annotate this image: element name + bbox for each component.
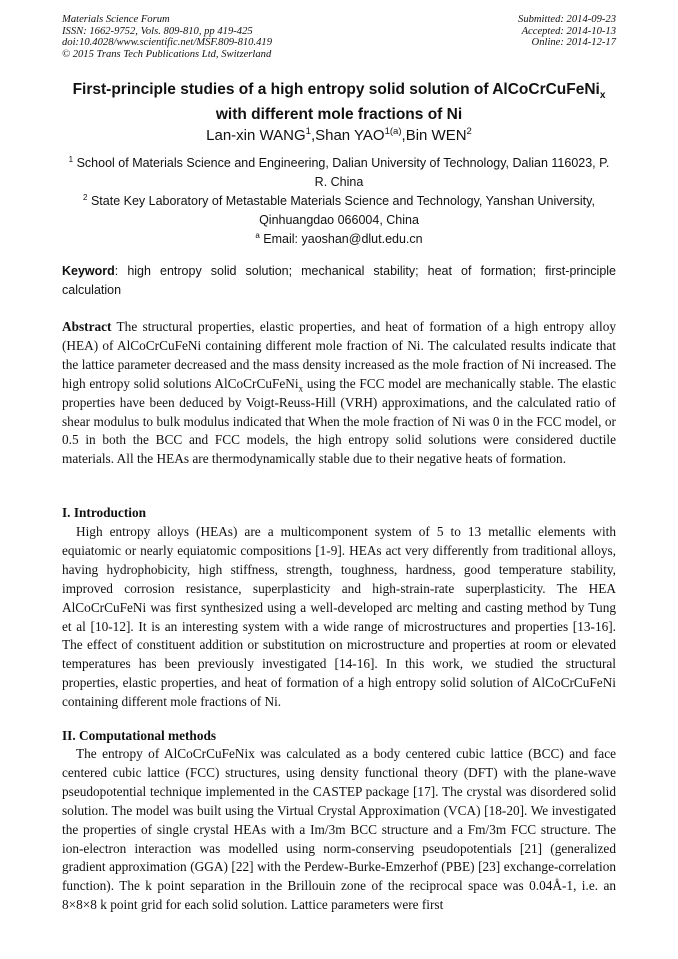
paper-title	[50, 80, 628, 124]
abstract-text-b: using the FCC model are mechanically stable. The elastic properties have been deduced by Voigt-Reuss-Hill (VRH) approximations, and the calculated ratio of shear modulus to bulk modulus indicated that When the mole fraction of Ni was 0 in the FCC model, or 0.5 in both the BCC and FCC models, the high entropy solid solutions were considered ductile materials. All the HEAs are thermodynamically stable due to their negative heats of formation.	[62, 375, 616, 467]
author-separator: ,	[401, 127, 406, 144]
issn-volume: ISSN: 1662-9752, Vols. 809-810, pp 419-425	[62, 25, 253, 37]
title-line1: First-principle studies of a high entropy solid solution of AlCoCrCuFeNi	[72, 81, 600, 98]
author-list	[0, 123, 678, 145]
title-line2: with different mole fractions of Ni	[215, 106, 463, 124]
title-subscript: x	[599, 90, 606, 102]
section-heading-introduction: I. Introduction	[62, 505, 146, 520]
affiliation-2-text: State Key Laboratory of Metastable Materials Science and Technology, Yanshan University, Qinhuangdao 066004, China	[87, 194, 595, 228]
copyright: © 2015 Trans Tech Publications Ltd, Switzerland	[62, 48, 272, 60]
author-1-mark: 1	[305, 126, 311, 137]
author-2: Shan YAO	[315, 127, 385, 144]
affiliation-1	[62, 150, 616, 192]
author-separator: ,	[310, 127, 316, 144]
abstract-subscript: x	[298, 383, 304, 394]
accepted-date: Accepted: 2014-10-13	[521, 25, 616, 37]
email-mark: a	[255, 231, 260, 240]
keyword-text: : high entropy solid solution; mechanical stability; heat of formation; first-principle calculation	[62, 264, 616, 297]
author-3-mark: 2	[466, 126, 472, 137]
online-date: Online: 2014-12-17	[531, 37, 616, 49]
journal-header	[62, 14, 272, 60]
author-1: Lan-xin WANG	[206, 127, 306, 144]
keyword-label: Keyword	[62, 264, 115, 278]
affiliation-1-mark: 1	[68, 155, 74, 164]
methods-paragraph: The entropy of AlCoCrCuFeNix was calculated as a body centered cubic lattice (BCC) and face centered cubic lattice (FCC) structures, using density functional theory (DFT) with the plane-wave pseudopotential technique implemented in the CASTEP package [17]. The crystal was disordered solid solution. The model was built using the Virtual Crystal Approximation (VCA) [18-20]. We investigated the properties of single crystal HEAs with a Im/3m BCC structure and a Fm/3m FCC structure. The ion-electron interaction was modelled using norm-conserving pseudopotentials [21] (generalized gradient approximation (GGA) [22] with the Perdew-Burke-Emzerhof (PBE) [23] exchange-correlation function). The k point separation in the Brillouin zone of the reciprocal space was 0.04Å-1, i.e. an 8×8×8 k point grid for each solid solution. Lattice parameters were first	[62, 746, 616, 913]
keywords	[62, 262, 616, 299]
abstract-label: Abstract	[62, 319, 112, 334]
dates-header	[518, 14, 616, 49]
affiliation-2-mark: 2	[83, 193, 88, 202]
abstract-text-a: The structural properties, elastic properties, and heat of formation of a high entropy alloy (HEA) of AlCoCrCuFeNi containing different mole fraction of Ni. The calculated results indicate that the lattice parameter decreased and the mass density increased as the mole fraction of Ni increased. The high entropy solid solutions AlCoCrCuFeNi	[62, 319, 616, 391]
email-text: Email: yaoshan@dlut.edu.cn	[259, 232, 423, 247]
author-2-mark: 1(a)	[384, 126, 402, 137]
author-3: Bin WEN	[405, 127, 467, 144]
affiliation-2	[62, 188, 616, 230]
section-heading-methods: II. Computational methods	[62, 728, 217, 743]
journal-name: Materials Science Forum	[62, 14, 170, 25]
introduction-paragraph: High entropy alloys (HEAs) are a multicomponent system of 5 to 13 metallic elements with equiatomic or nearly equiatomic compositions [1-9]. HEAs act very differently from traditional alloys, having hydrophobicity, high stiffness, strength, toughness, hardness, good temperature stability, improved corrosion resistance, superplasticity and high-strain-rate superplasticity. The HEA AlCoCrCuFeNi was first synthesized using a well-developed arc melting and casting method by Tung et al [10-12]. It is an interesting system with a wide range of microstructures and properties [13-16]. The effect of constituent addition or substitution on microstructure and properties at room or elevated temperatures has been previously investigated [14-16]. In this work, we studied the structural properties, elastic properties, and heat of formation of a high entropy solid solution of AlCoCrCuFeNi containing different mole fractions of Ni.	[62, 524, 616, 710]
affiliation-1-text: School of Materials Science and Engineering, Dalian University of Technology, Dalian 116023, P. R. China	[73, 156, 610, 190]
submitted-date: Submitted: 2014-09-23	[518, 14, 616, 25]
email-line	[62, 226, 616, 249]
doi: doi:10.4028/www.scientific.net/MSF.809-810.419	[62, 37, 272, 49]
abstract	[62, 318, 616, 469]
